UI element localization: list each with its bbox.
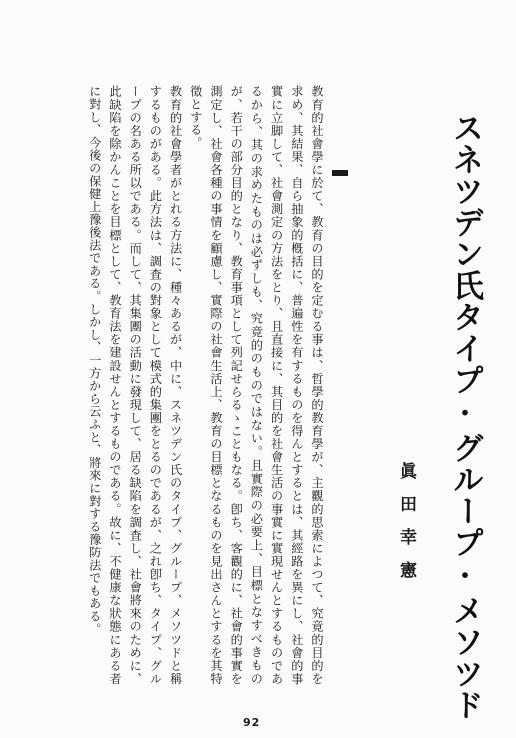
article-title: スネツデン氏タイプ·グループ·メソツド bbox=[447, 112, 483, 721]
page-number: 92 bbox=[243, 716, 261, 729]
section-dash bbox=[332, 170, 348, 176]
body-paragraph-2: 教育的社會學者がとれる方法に、種々あるが、中に、スネツデン氏のタイプ、グループ、メソツドと稱するものがある。此方法は、調査の對象として模式的集團をとるのであるが、之れ卽ち、タイプ、グループの名ある所以である。而して、其集團の活動に發現して、居る缺陷を調査し、社會將來のために、此缺陷を除かんことを目標として、教育法を建設せんとするものである。故に、不健康な狀態にある者に對し、今後の保健上豫後法である。しかし、一方から云ふと、將來に對する豫防法でもある。 bbox=[87, 85, 183, 685]
author-name: 眞田幸憲 bbox=[396, 462, 416, 594]
article-body bbox=[85, 85, 327, 685]
body-paragraph-1: 教育的社會學に於て、教育の目的を定むる事は、哲學的教育學が、主觀的思索によつて、究竟的目的を求め、其結果、自ら抽象的槪括に、普遍性を有するものを得んとするとは、其經路を異にし、社會的事實に立脚して、社會測定の方法をとり、且直接に、其目的を社會生活の事實に實現せんとするものであるから、其の求めたものは必ずしも、究竟的のものではない。且實際の必要上、目標となすべきものが、若干の部分目的となり、教育事項として列記せらるゝこともなる。卽ち、客觀的に、社會的事實を測定し、社會各種の事情を顧慮し、實際の社會生活上、教育の目標となるものを見出さんとするを其特徵とする。 bbox=[188, 85, 324, 685]
